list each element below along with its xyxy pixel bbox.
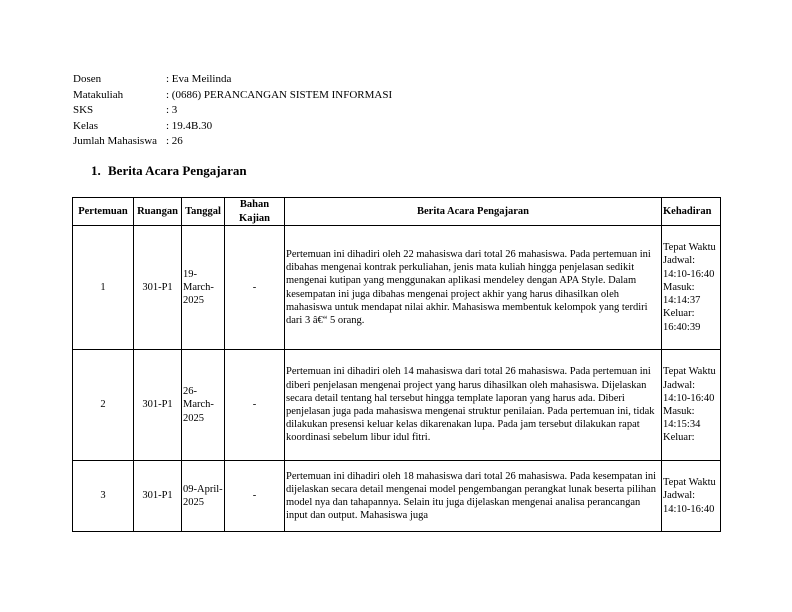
cell-tanggal (182, 461, 225, 532)
info-row-matakuliah (73, 88, 392, 104)
date-text: 26-March-2025 (183, 386, 214, 424)
table-row (73, 461, 721, 532)
course-info (73, 72, 392, 150)
cell-ruangan: 301-P1 (134, 461, 182, 532)
cell-berita-acara (285, 461, 662, 532)
cell-pertemuan: 2 (73, 350, 134, 461)
section-title: Berita Acara Pengajaran (108, 163, 247, 178)
kehadiran-text: Tepat Waktu Jadwal: 14:10-16:40 Masuk: 14:15:34 Keluar: (663, 366, 716, 444)
table-row (73, 350, 721, 461)
info-label: Matakuliah (73, 88, 124, 101)
info-row-kelas (73, 119, 392, 135)
section-number: 1. (91, 163, 101, 178)
cell-bahan-kajian: - (225, 226, 285, 350)
table-row (73, 226, 721, 350)
cell-berita-acara (285, 350, 662, 461)
section-heading (91, 163, 247, 179)
cell-berita-acara (285, 226, 662, 350)
header-kehadiran: Kehadiran (662, 198, 721, 226)
cell-ruangan: 301-P1 (134, 226, 182, 350)
info-value: : 26 (166, 135, 183, 147)
info-value: : Eva Meilinda (166, 73, 232, 85)
info-label: SKS (73, 104, 94, 116)
info-value: : (0686) PERANCANGAN SISTEM INFORMASI (166, 88, 393, 101)
header-tanggal: Tanggal (182, 198, 225, 226)
cell-bahan-kajian: - (225, 350, 285, 461)
cell-pertemuan: 3 (73, 461, 134, 532)
header-berita-acara: Berita Acara Pengajaran (285, 198, 662, 226)
date-text: 19-March-2025 (183, 268, 214, 307)
cell-kehadiran (662, 461, 721, 532)
cell-tanggal (182, 226, 225, 350)
info-label: Kelas (73, 119, 99, 132)
info-label: Dosen (73, 73, 102, 85)
cell-kehadiran (662, 226, 721, 350)
berita-text: Pertemuan ini dihadiri oleh 22 mahasiswa dari total 26 mahasiswa. Pada pertemuan ini dibahas mengenai kontrak perkuliahan, jenis mata kuliah hingga penjelasan sedikit mengenai kutipan yang menggunakan aplikasi mendeley dengan APA Style. Dalam kesempatan ini juga dibahas mengenai project akhir yang harus dihasilkan oleh mahasiswa untuk mendapat nilai akhir. Mahasiswa membentuk kelompok yang terdiri dari 3 â€“ 5 orang. (286, 248, 651, 326)
info-value: : 3 (166, 104, 178, 116)
berita-text: Pertemuan ini dihadiri oleh 14 mahasiswa dari total 26 mahasiswa. Pada pertemuan ini diberi penjelasan mengenai project yang harus dihasilkan oleh mahasiswa. Dijelaskan secara detail tentang hal tersebut hingga template laporan yang harus ada. Diberi penjelasan juga pada mahasiswa mengenai struktur penilaian. Pada pertemuan ini, tidak dilakukan presensi keluar kelas dikarenakan lupa. Pada jam tersebut dilakukan rapat koordinasi sebelum libur idul fitri. (286, 366, 655, 444)
cell-tanggal (182, 350, 225, 461)
cell-pertemuan: 1 (73, 226, 134, 350)
kehadiran-text: Tepat Waktu Jadwal: 14:10-16:40 (663, 477, 716, 515)
table-header-row (73, 198, 721, 226)
cell-kehadiran (662, 350, 721, 461)
date-text: 09-April-2025 (183, 483, 223, 508)
berita-text: Pertemuan ini dihadiri oleh 18 mahasiswa dari total 26 mahasiswa. Pada kesempatan ini dijelaskan secara detail mengenai model pengembangan perangkat lunak beserta pilihan model nya dan tahapannya. Selain itu juga dijelaskan mengenai analisa perancangan input dan output. Mahasiswa juga (286, 470, 657, 522)
header-ruangan: Ruangan (134, 198, 182, 226)
info-row-sks (73, 103, 392, 119)
cell-bahan-kajian: - (225, 461, 285, 532)
info-value: : 19.4B.30 (166, 119, 213, 132)
cell-ruangan: 301-P1 (134, 350, 182, 461)
teaching-report-table (72, 197, 721, 532)
info-label: Jumlah Mahasiswa (73, 135, 158, 147)
info-row-jumlah-mahasiswa (73, 134, 392, 150)
info-row-dosen (73, 72, 392, 88)
header-bahan-kajian: Bahan Kajian (225, 198, 285, 226)
kehadiran-text: Tepat Waktu Jadwal: 14:10-16:40 Masuk: 14:14:37 Keluar: 16:40:39 (663, 242, 716, 333)
header-pertemuan: Pertemuan (73, 198, 134, 226)
